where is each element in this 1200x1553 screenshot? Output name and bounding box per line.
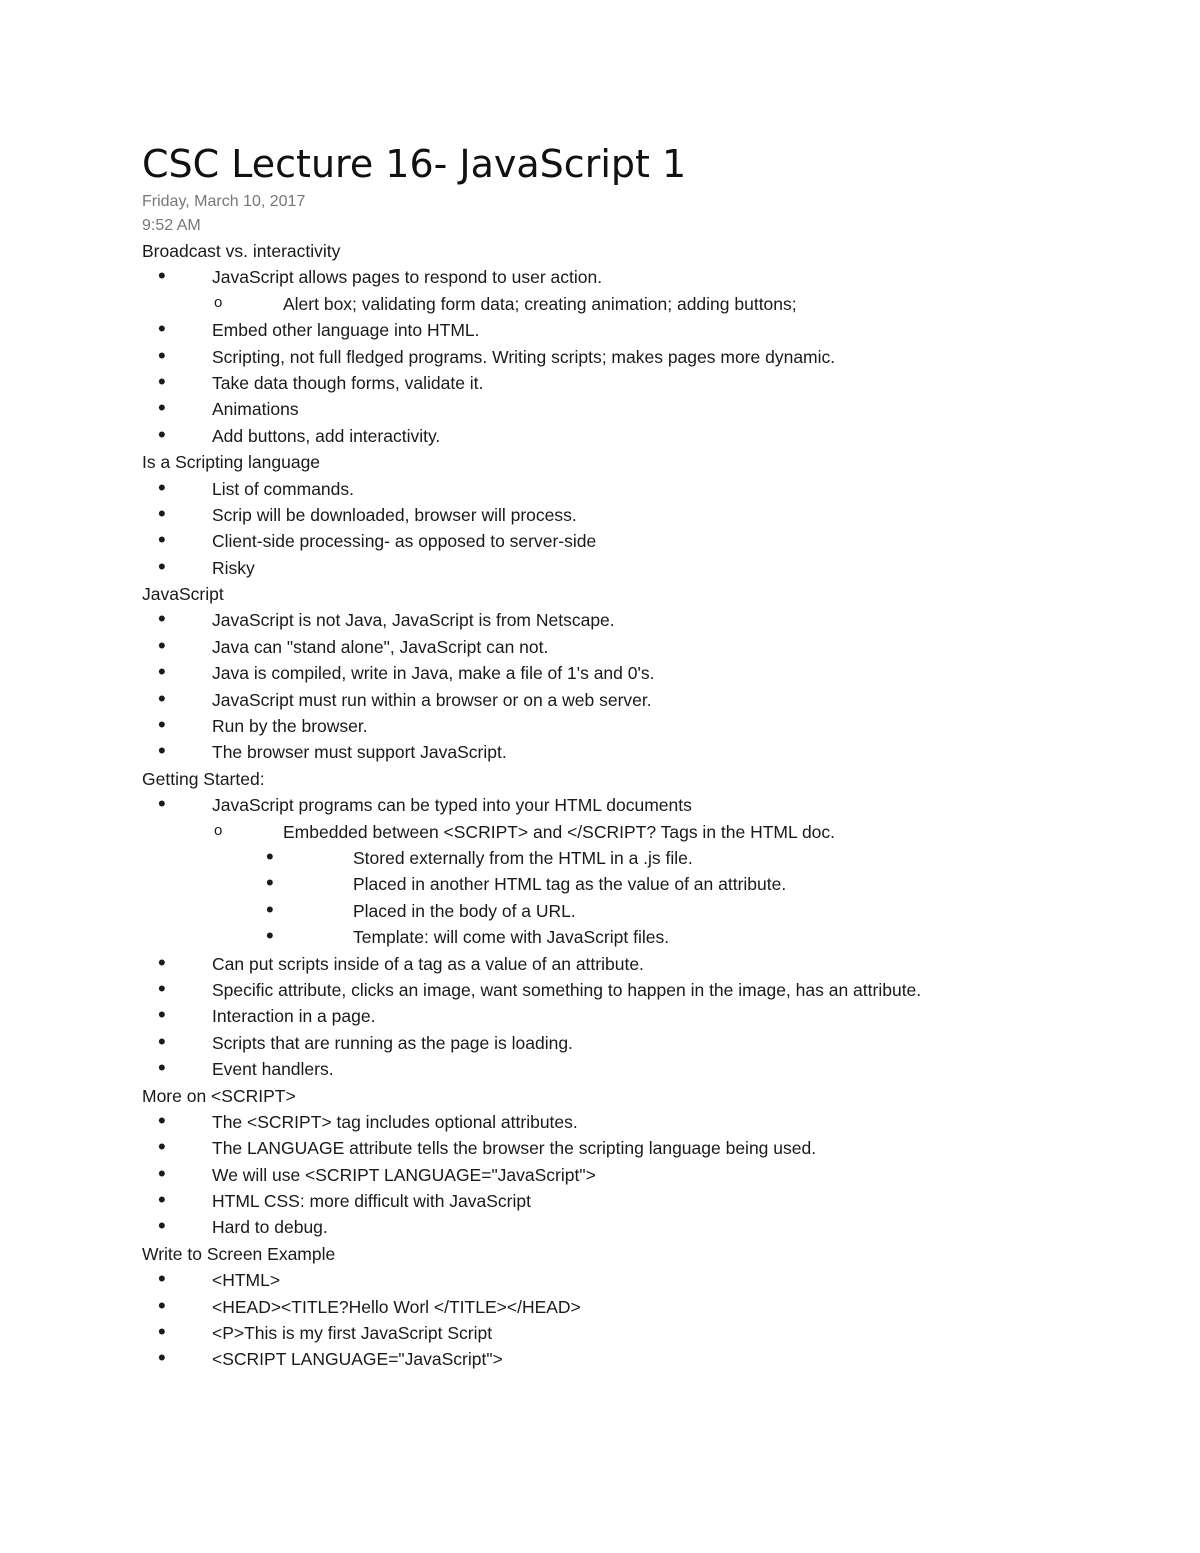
- line-text: List of commands.: [212, 478, 354, 499]
- disc-bullet-icon: [158, 977, 166, 1002]
- line-text: Client-side processing- as opposed to server-side: [212, 531, 597, 552]
- line-text: Embed other language into HTML.: [212, 320, 480, 341]
- disc-bullet-icon: [158, 528, 166, 553]
- line-text: <P>This is my first JavaScript Script: [212, 1323, 493, 1344]
- disc-bullet-icon: [158, 423, 166, 448]
- disc-bullet-icon: [266, 898, 274, 923]
- line-text: Animations: [212, 399, 299, 420]
- line-text: Java can "stand alone", JavaScript can not.: [212, 636, 549, 657]
- line-text: Placed in another HTML tag as the value of an attribute.: [353, 874, 787, 895]
- section-heading: [142, 1083, 1142, 1109]
- note-page: [142, 140, 1142, 1373]
- list-item: [142, 317, 1142, 343]
- line-text: JavaScript allows pages to respond to user action.: [212, 267, 603, 288]
- disc-bullet-icon: [158, 344, 166, 369]
- line-text: JavaScript programs can be typed into your HTML documents: [212, 795, 692, 816]
- disc-bullet-icon: [158, 1214, 166, 1239]
- line-text: Event handlers.: [212, 1059, 334, 1080]
- disc-bullet-icon: [158, 370, 166, 395]
- note-time: 9:52 AM: [142, 217, 201, 234]
- page-title: CSC Lecture 16- JavaScript 1: [142, 142, 687, 186]
- section-heading: [142, 1241, 1142, 1267]
- disc-bullet-icon: [158, 476, 166, 501]
- section-heading: [142, 238, 1142, 264]
- line-text: Specific attribute, clicks an image, want something to happen in the image, has an attribute.: [212, 979, 922, 1000]
- list-item: [142, 1267, 1142, 1293]
- line-text: Getting Started:: [142, 768, 265, 789]
- disc-bullet-icon: [158, 555, 166, 580]
- line-text: We will use <SCRIPT LANGUAGE="JavaScript">: [212, 1164, 596, 1185]
- line-text: More on <SCRIPT>: [142, 1085, 296, 1106]
- disc-bullet-icon: [158, 1188, 166, 1213]
- line-text: Placed in the body of a URL.: [353, 900, 576, 921]
- disc-bullet-icon: [158, 1346, 166, 1371]
- line-text: Broadcast vs. interactivity: [142, 241, 341, 261]
- list-item: [142, 528, 1142, 554]
- list-item: [142, 344, 1142, 370]
- line-text: The browser must support JavaScript.: [212, 742, 507, 763]
- list-item: [142, 660, 1142, 686]
- line-text: Scripts that are running as the page is loading.: [212, 1032, 573, 1053]
- list-item: [142, 792, 1142, 818]
- disc-bullet-icon: [266, 845, 274, 870]
- line-text: Hard to debug.: [212, 1217, 328, 1238]
- list-item: [142, 607, 1142, 633]
- list-item: [142, 634, 1142, 660]
- disc-bullet-icon: [158, 660, 166, 685]
- section-heading: [142, 766, 1142, 792]
- list-item: [142, 1135, 1142, 1161]
- line-text: JavaScript must run within a browser or on a web server.: [212, 689, 652, 710]
- disc-bullet-icon: [158, 951, 166, 976]
- list-item: [142, 739, 1142, 765]
- list-item: [142, 264, 1142, 290]
- line-text: HTML CSS: more difficult with JavaScript: [212, 1191, 531, 1212]
- list-item: [142, 1003, 1142, 1029]
- line-text: Embedded between <SCRIPT> and </SCRIPT? Tags in the HTML doc.: [283, 821, 836, 842]
- list-item: [142, 1320, 1142, 1346]
- line-text: Alert box; validating form data; creating animation; adding buttons;: [283, 293, 797, 314]
- line-text: Can put scripts inside of a tag as a value of an attribute.: [212, 953, 644, 974]
- list-item: [142, 1188, 1142, 1214]
- list-item: [142, 1030, 1142, 1056]
- list-item: [142, 476, 1142, 502]
- disc-bullet-icon: [158, 1162, 166, 1187]
- note-date: Friday, March 10, 2017: [142, 193, 306, 210]
- section-heading: [142, 449, 1142, 475]
- section-heading: [142, 581, 1142, 607]
- disc-bullet-icon: [158, 634, 166, 659]
- disc-bullet-icon: [158, 1030, 166, 1055]
- disc-bullet-icon: [158, 792, 166, 817]
- disc-bullet-icon: [266, 924, 274, 949]
- line-text: Stored externally from the HTML in a .js file.: [353, 847, 693, 868]
- list-item: [142, 687, 1142, 713]
- disc-bullet-icon: [158, 607, 166, 632]
- list-item: [142, 1056, 1142, 1082]
- list-item: [142, 370, 1142, 396]
- disc-bullet-icon: [158, 1320, 166, 1345]
- list-item: [142, 845, 1142, 871]
- line-text: The LANGUAGE attribute tells the browser the scripting language being used.: [212, 1138, 817, 1159]
- list-item: [142, 713, 1142, 739]
- line-text: Write to Screen Example: [142, 1243, 336, 1264]
- disc-bullet-icon: [158, 1109, 166, 1134]
- line-text: Risky: [212, 557, 255, 578]
- list-item: [142, 1346, 1142, 1372]
- line-text: Scripting, not full fledged programs. Writing scripts; makes pages more dynamic.: [212, 346, 836, 367]
- line-text: Template: will come with JavaScript files.: [353, 927, 670, 948]
- disc-bullet-icon: [266, 871, 274, 896]
- list-item: [142, 819, 1142, 845]
- disc-bullet-icon: [158, 502, 166, 527]
- circle-bullet-icon: [214, 291, 222, 315]
- disc-bullet-icon: [158, 1135, 166, 1160]
- list-item: [142, 1214, 1142, 1240]
- disc-bullet-icon: [158, 687, 166, 712]
- line-text: Is a Scripting language: [142, 452, 321, 473]
- line-text: JavaScript: [142, 584, 224, 605]
- line-text: Take data though forms, validate it.: [212, 372, 484, 393]
- line-text: Scrip will be downloaded, browser will process.: [212, 504, 577, 525]
- line-text: <HTML>: [212, 1270, 281, 1291]
- list-item: [142, 555, 1142, 581]
- line-text: JavaScript is not Java, JavaScript is from Netscape.: [212, 610, 615, 631]
- list-item: [142, 291, 1142, 317]
- list-item: [142, 423, 1142, 449]
- list-item: [142, 924, 1142, 950]
- list-item: [142, 1162, 1142, 1188]
- disc-bullet-icon: [158, 1003, 166, 1028]
- disc-bullet-icon: [158, 1267, 166, 1292]
- list-item: [142, 396, 1142, 422]
- list-item: [142, 898, 1142, 924]
- list-item: [142, 871, 1142, 897]
- disc-bullet-icon: [158, 396, 166, 421]
- line-text: Java is compiled, write in Java, make a file of 1's and 0's.: [212, 663, 655, 684]
- line-text: The <SCRIPT> tag includes optional attributes.: [212, 1111, 578, 1132]
- disc-bullet-icon: [158, 264, 166, 289]
- list-item: [142, 1294, 1142, 1320]
- line-text: Interaction in a page.: [212, 1006, 376, 1027]
- line-text: Run by the browser.: [212, 716, 368, 737]
- line-text: <HEAD><TITLE?Hello Worl </TITLE></HEAD>: [212, 1296, 581, 1317]
- list-item: [142, 502, 1142, 528]
- line-text: Add buttons, add interactivity.: [212, 425, 441, 446]
- list-item: [142, 951, 1142, 977]
- list-item: [142, 977, 1142, 1003]
- disc-bullet-icon: [158, 739, 166, 764]
- list-item: [142, 1109, 1142, 1135]
- line-text: <SCRIPT LANGUAGE="JavaScript">: [212, 1349, 503, 1370]
- circle-bullet-icon: [214, 819, 222, 843]
- disc-bullet-icon: [158, 1294, 166, 1319]
- disc-bullet-icon: [158, 317, 166, 342]
- note-body: [142, 238, 1142, 1373]
- disc-bullet-icon: [158, 713, 166, 738]
- disc-bullet-icon: [158, 1056, 166, 1081]
